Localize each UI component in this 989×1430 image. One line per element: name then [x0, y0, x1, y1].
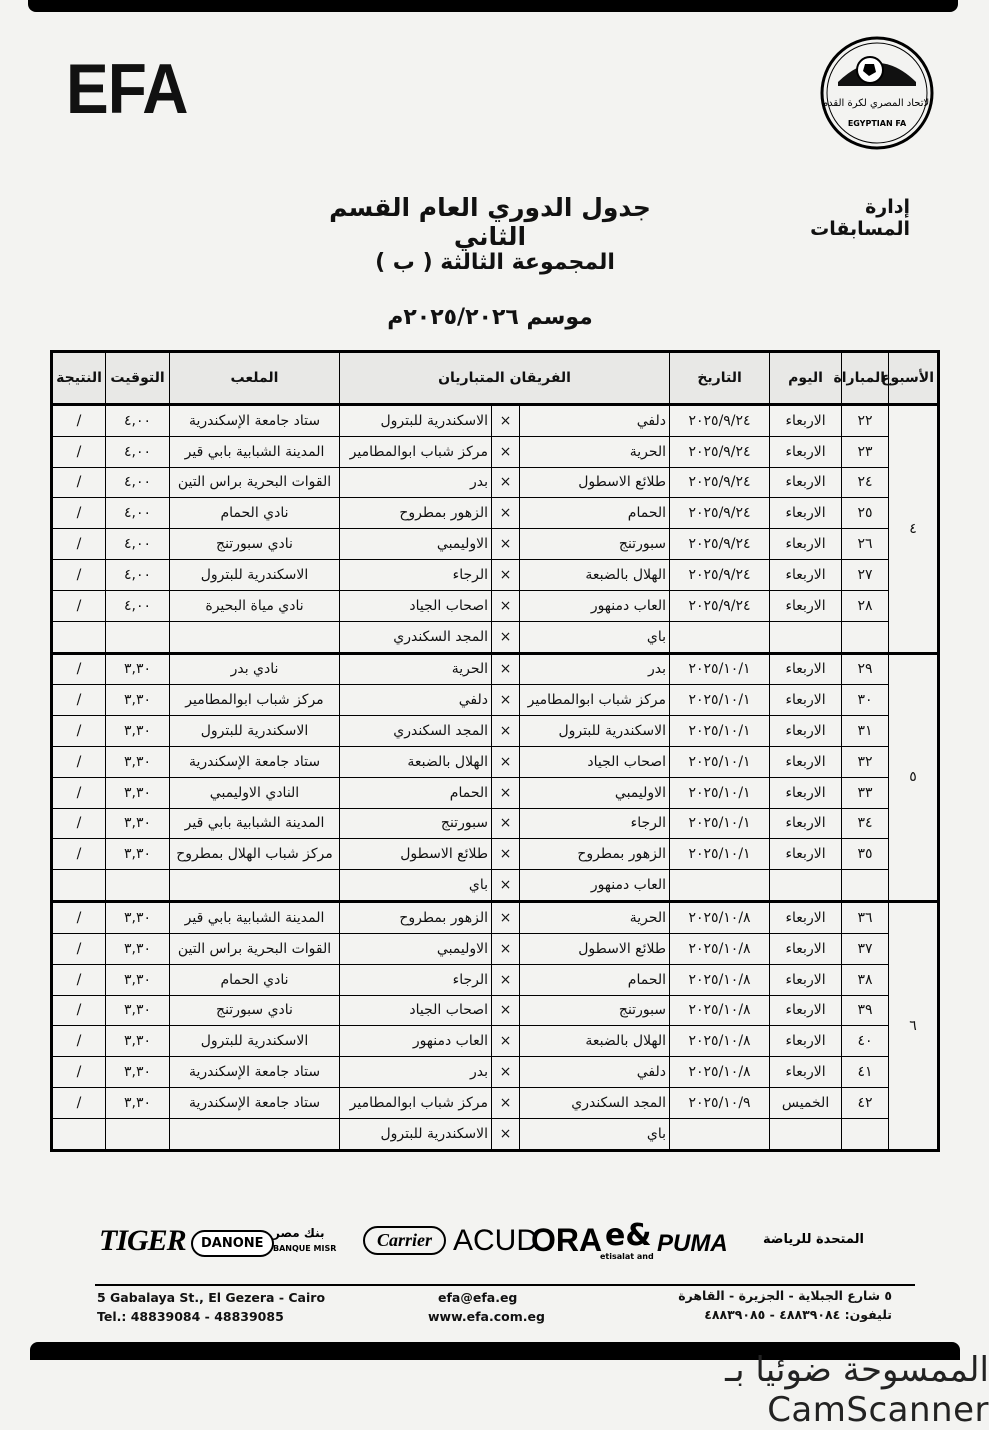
match-number: ٤٢: [842, 1087, 889, 1118]
home-team: الحرية: [520, 902, 670, 934]
sponsor-etisalat: etisalat and: [600, 1252, 654, 1261]
home-team: مركز شباب ابوالمطامير: [520, 685, 670, 716]
footer-tel-en: Tel.: 48839084 - 48839085: [97, 1309, 284, 1324]
match-time: ٣,٣٠: [106, 685, 170, 716]
group-title: المجموعة الثالثة ( ب ): [375, 250, 615, 275]
away-team: مركز شباب ابوالمطامير: [340, 1087, 492, 1118]
table-row: [52, 1087, 939, 1118]
match-number: ٤١: [842, 1057, 889, 1088]
week-number: ٦: [889, 902, 939, 1151]
sponsor-carrier: Carrier: [363, 1226, 446, 1255]
camscanner-watermark: الممسوحة ضوئيا بـ CamScanner: [725, 1350, 989, 1430]
footer-email: efa@efa.eg: [438, 1290, 518, 1305]
home-team: الهلال بالضبعة: [520, 1026, 670, 1057]
stadium: المدينة الشبابية بابي قير: [170, 436, 340, 467]
match-time-empty: [106, 1118, 170, 1150]
match-day: الاربعاء: [770, 746, 842, 777]
table-header-row: [52, 352, 939, 405]
match-number: ٢٧: [842, 559, 889, 590]
match-number: ٤٠: [842, 1026, 889, 1057]
match-time: ٣,٣٠: [106, 716, 170, 747]
stadium: القوات البحرية براس التين: [170, 467, 340, 498]
match-result: /: [52, 467, 106, 498]
match-number: ٣٣: [842, 777, 889, 808]
match-time: ٣,٣٠: [106, 653, 170, 685]
match-day: الاربعاء: [770, 777, 842, 808]
match-date: ٢٠٢٥/٩/٢٤: [670, 529, 770, 560]
match-day: الاربعاء: [770, 529, 842, 560]
col-time: التوقيت: [106, 352, 170, 405]
sponsor-ora: ORA: [531, 1222, 603, 1258]
table-row: [52, 529, 939, 560]
bye-row: [52, 870, 939, 902]
match-number: ٢٣: [842, 436, 889, 467]
match-time: ٣,٣٠: [106, 777, 170, 808]
stadium-empty: [170, 621, 340, 653]
vs-mark: ×: [492, 405, 520, 437]
table-row: [52, 559, 939, 590]
stadium: نادي مياة البحيرة: [170, 590, 340, 621]
home-team: الحمام: [520, 964, 670, 995]
week-number: ٥: [889, 653, 939, 902]
vs-mark: ×: [492, 467, 520, 498]
home-team: سبورتنج: [520, 995, 670, 1026]
match-number: ٣٦: [842, 902, 889, 934]
stadium: المدينة الشبابية بابي قير: [170, 808, 340, 839]
match-time: ٣,٣٠: [106, 964, 170, 995]
bye-home: باي: [520, 1118, 670, 1150]
home-team: دلفي: [520, 1057, 670, 1088]
away-team: الاوليمبي: [340, 529, 492, 560]
vs-mark: ×: [492, 839, 520, 870]
bye-away: المجد السكندري: [340, 621, 492, 653]
match-result: /: [52, 529, 106, 560]
match-date: ٢٠٢٥/٩/٢٤: [670, 498, 770, 529]
col-week: الأسبوع: [889, 352, 939, 405]
match-time: ٤,٠٠: [106, 590, 170, 621]
table-row: [52, 498, 939, 529]
footer-tel-ar: تليفون: ٤٨٨٣٩٠٨٤ - ٤٨٨٣٩٠٨٥: [704, 1307, 892, 1322]
match-result: /: [52, 808, 106, 839]
stadium: مركز شباب ابوالمطامير: [170, 685, 340, 716]
col-match: المباراة: [842, 352, 889, 405]
match-result: /: [52, 777, 106, 808]
emblem-english-text: EGYPTIAN FA: [847, 119, 907, 128]
match-date: ٢٠٢٥/١٠/٨: [670, 1057, 770, 1088]
away-team: الزهور بمطروح: [340, 902, 492, 934]
stadium: ستاد جامعة الإسكندرية: [170, 746, 340, 777]
match-result-empty: [52, 1118, 106, 1150]
table-row: [52, 777, 939, 808]
match-result-empty: [52, 621, 106, 653]
match-time: ٣,٣٠: [106, 1087, 170, 1118]
match-time: ٣,٣٠: [106, 839, 170, 870]
match-result: /: [52, 933, 106, 964]
sponsor-etisalat-icon: e&: [605, 1218, 652, 1253]
bye-away: باي: [340, 870, 492, 902]
stadium: النادي الاوليمبي: [170, 777, 340, 808]
vs-mark: ×: [492, 1087, 520, 1118]
away-team: الاسكندرية للبترول: [340, 405, 492, 437]
match-result: /: [52, 902, 106, 934]
match-result-empty: [52, 870, 106, 902]
vs-mark: ×: [492, 870, 520, 902]
emblem-arabic-text: الاتحاد المصري لكرة القدم: [821, 98, 933, 109]
match-number-empty: [842, 870, 889, 902]
match-time: ٤,٠٠: [106, 405, 170, 437]
match-result: /: [52, 590, 106, 621]
match-date-empty: [670, 621, 770, 653]
match-day-empty: [770, 621, 842, 653]
away-team: الرجاء: [340, 559, 492, 590]
match-time-empty: [106, 870, 170, 902]
page-title: جدول الدوري العام القسم الثاني: [329, 193, 651, 251]
stadium: نادي سبورتنج: [170, 995, 340, 1026]
match-day: الاربعاء: [770, 808, 842, 839]
stadium: ستاد جامعة الإسكندرية: [170, 1087, 340, 1118]
col-stadium: الملعب: [170, 352, 340, 405]
vs-mark: ×: [492, 808, 520, 839]
match-number: ٣٥: [842, 839, 889, 870]
match-number: ٣٨: [842, 964, 889, 995]
vs-mark: ×: [492, 653, 520, 685]
match-result: /: [52, 995, 106, 1026]
table-row: [52, 964, 939, 995]
match-date: ٢٠٢٥/١٠/١: [670, 839, 770, 870]
match-result: /: [52, 746, 106, 777]
match-number: ٣٤: [842, 808, 889, 839]
away-team: العاب دمنهور: [340, 1026, 492, 1057]
match-number: ٣١: [842, 716, 889, 747]
home-team: الاوليمبي: [520, 777, 670, 808]
stadium: الاسكندرية للبترول: [170, 716, 340, 747]
footer-address-ar: ٥ شارع الجبلاية - الجزيرة - القاهرة: [678, 1288, 892, 1303]
away-team: الهلال بالضبعة: [340, 746, 492, 777]
match-day: الاربعاء: [770, 590, 842, 621]
match-day-empty: [770, 1118, 842, 1150]
match-day: الاربعاء: [770, 1057, 842, 1088]
match-result: /: [52, 436, 106, 467]
vs-mark: ×: [492, 777, 520, 808]
match-number: ٣٠: [842, 685, 889, 716]
week-number: ٤: [889, 405, 939, 654]
vs-mark: ×: [492, 1026, 520, 1057]
match-date: ٢٠٢٥/٩/٢٤: [670, 559, 770, 590]
match-day: الاربعاء: [770, 559, 842, 590]
match-number: ٣٧: [842, 933, 889, 964]
match-time: ٣,٣٠: [106, 902, 170, 934]
table-row: [52, 839, 939, 870]
footer-website: www.efa.com.eg: [428, 1309, 545, 1324]
table-row: [52, 467, 939, 498]
table-row: [52, 933, 939, 964]
stadium: القوات البحرية براس التين: [170, 933, 340, 964]
bye-row: [52, 1118, 939, 1150]
col-result: النتيجة: [52, 352, 106, 405]
away-team: الحمام: [340, 777, 492, 808]
away-team: دلفي: [340, 685, 492, 716]
vs-mark: ×: [492, 1118, 520, 1150]
home-team: دلفي: [520, 405, 670, 437]
match-date: ٢٠٢٥/١٠/٨: [670, 933, 770, 964]
vs-mark: ×: [492, 995, 520, 1026]
match-time: ٤,٠٠: [106, 498, 170, 529]
match-date-empty: [670, 870, 770, 902]
stadium: ستاد جامعة الإسكندرية: [170, 1057, 340, 1088]
match-time: ٤,٠٠: [106, 436, 170, 467]
home-team: بدر: [520, 653, 670, 685]
match-number-empty: [842, 621, 889, 653]
match-date: ٢٠٢٥/١٠/١: [670, 653, 770, 685]
table-row: [52, 685, 939, 716]
home-team: الزهور بمطروح: [520, 839, 670, 870]
table-row: [52, 902, 939, 934]
table-row: [52, 590, 939, 621]
stadium: نادي سبورتنج: [170, 529, 340, 560]
home-team: العاب دمنهور: [520, 590, 670, 621]
table-row: [52, 746, 939, 777]
vs-mark: ×: [492, 933, 520, 964]
away-team: الحرية: [340, 653, 492, 685]
match-result: /: [52, 716, 106, 747]
table-row: [52, 653, 939, 685]
match-time: ٣,٣٠: [106, 1057, 170, 1088]
home-team: طلائع الاسطول: [520, 933, 670, 964]
efa-logo: EFA: [66, 49, 188, 129]
stadium: مركز شباب الهلال بمطروح: [170, 839, 340, 870]
sponsor-danone: DANONE: [191, 1230, 274, 1257]
match-day: الاربعاء: [770, 685, 842, 716]
match-time: ٣,٣٠: [106, 995, 170, 1026]
bye-home: العاب دمنهور: [520, 870, 670, 902]
away-team: بدر: [340, 1057, 492, 1088]
match-day: الاربعاء: [770, 839, 842, 870]
table-row: [52, 1026, 939, 1057]
match-day: الاربعاء: [770, 653, 842, 685]
sponsor-acud: ACUD: [453, 1224, 539, 1257]
col-teams: الفريقان المتباريان: [340, 352, 670, 405]
away-team: الاوليمبي: [340, 933, 492, 964]
footer-divider: [95, 1284, 915, 1286]
vs-mark: ×: [492, 685, 520, 716]
match-date: ٢٠٢٥/١٠/١: [670, 777, 770, 808]
table-row: [52, 995, 939, 1026]
match-date: ٢٠٢٥/١٠/٨: [670, 1026, 770, 1057]
match-result: /: [52, 559, 106, 590]
match-date-empty: [670, 1118, 770, 1150]
home-team: اصحاب الجياد: [520, 746, 670, 777]
stadium: ستاد جامعة الإسكندرية: [170, 405, 340, 437]
egyptian-fa-emblem-icon: [818, 34, 936, 152]
match-result: /: [52, 1026, 106, 1057]
away-team: المجد السكندري: [340, 716, 492, 747]
col-date: التاريخ: [670, 352, 770, 405]
match-number-empty: [842, 1118, 889, 1150]
match-day: الاربعاء: [770, 498, 842, 529]
match-date: ٢٠٢٥/٩/٢٤: [670, 405, 770, 437]
match-time-empty: [106, 621, 170, 653]
match-date: ٢٠٢٥/٩/٢٤: [670, 436, 770, 467]
match-number: ٢٩: [842, 653, 889, 685]
away-team: بدر: [340, 467, 492, 498]
vs-mark: ×: [492, 529, 520, 560]
match-day: الاربعاء: [770, 933, 842, 964]
stadium: الاسكندرية للبترول: [170, 559, 340, 590]
away-team: مركز شباب ابوالمطامير: [340, 436, 492, 467]
home-team: طلائع الاسطول: [520, 467, 670, 498]
match-day: الاربعاء: [770, 964, 842, 995]
match-number: ٢٦: [842, 529, 889, 560]
match-day: الاربعاء: [770, 436, 842, 467]
match-number: ٣٩: [842, 995, 889, 1026]
sponsor-logos: [95, 1218, 905, 1278]
sponsor-banque-misr-ar: بنك مصر: [273, 1226, 325, 1240]
match-time: ٣,٣٠: [106, 746, 170, 777]
footer-address-en: 5 Gabalaya St., El Gezera - Cairo: [97, 1290, 326, 1305]
match-number: ٢٤: [842, 467, 889, 498]
top-border-bar: [28, 0, 958, 12]
match-result: /: [52, 839, 106, 870]
stadium: نادي بدر: [170, 653, 340, 685]
sponsor-puma: PUMA: [657, 1230, 728, 1257]
match-date: ٢٠٢٥/١٠/١: [670, 716, 770, 747]
match-number: ٢٥: [842, 498, 889, 529]
away-team: طلائع الاسطول: [340, 839, 492, 870]
match-day: الاربعاء: [770, 467, 842, 498]
match-date: ٢٠٢٥/١٠/٨: [670, 964, 770, 995]
col-day: اليوم: [770, 352, 842, 405]
match-date: ٢٠٢٥/٩/٢٤: [670, 590, 770, 621]
sponsor-banque-misr: BANQUE MISR: [273, 1244, 337, 1253]
away-team: الرجاء: [340, 964, 492, 995]
vs-mark: ×: [492, 559, 520, 590]
home-team: الحرية: [520, 436, 670, 467]
match-result: /: [52, 685, 106, 716]
match-result: /: [52, 405, 106, 437]
schedule-table: [50, 350, 940, 1152]
match-day-empty: [770, 870, 842, 902]
match-time: ٤,٠٠: [106, 467, 170, 498]
table-row: [52, 405, 939, 437]
match-day: الاربعاء: [770, 902, 842, 934]
match-date: ٢٠٢٥/١٠/١: [670, 808, 770, 839]
match-result: /: [52, 498, 106, 529]
stadium: الاسكندرية للبترول: [170, 1026, 340, 1057]
match-date: ٢٠٢٥/١٠/١: [670, 685, 770, 716]
match-result: /: [52, 653, 106, 685]
match-day: الاربعاء: [770, 405, 842, 437]
match-date: ٢٠٢٥/١٠/٨: [670, 995, 770, 1026]
match-day: الاربعاء: [770, 1026, 842, 1057]
home-team: الهلال بالضبعة: [520, 559, 670, 590]
match-result: /: [52, 964, 106, 995]
match-day: الخميس: [770, 1087, 842, 1118]
vs-mark: ×: [492, 964, 520, 995]
home-team: المجد السكندري: [520, 1087, 670, 1118]
vs-mark: ×: [492, 746, 520, 777]
match-number: ٣٢: [842, 746, 889, 777]
away-team: اصحاب الجياد: [340, 995, 492, 1026]
vs-mark: ×: [492, 436, 520, 467]
stadium: نادي الحمام: [170, 498, 340, 529]
match-date: ٢٠٢٥/١٠/٩: [670, 1087, 770, 1118]
vs-mark: ×: [492, 498, 520, 529]
sponsor-united-sports: المتحدة للرياضة: [763, 1232, 864, 1247]
match-time: ٣,٣٠: [106, 808, 170, 839]
match-day: الاربعاء: [770, 716, 842, 747]
vs-mark: ×: [492, 902, 520, 934]
bye-row: [52, 621, 939, 653]
away-team: سبورتنج: [340, 808, 492, 839]
match-time: ٤,٠٠: [106, 529, 170, 560]
vs-mark: ×: [492, 621, 520, 653]
home-team: الرجاء: [520, 808, 670, 839]
match-time: ٣,٣٠: [106, 1026, 170, 1057]
match-number: ٢٨: [842, 590, 889, 621]
home-team: الحمام: [520, 498, 670, 529]
vs-mark: ×: [492, 716, 520, 747]
table-row: [52, 1057, 939, 1088]
department-label: إدارة المسابقات: [810, 196, 910, 240]
match-number: ٢٢: [842, 405, 889, 437]
match-time: ٤,٠٠: [106, 559, 170, 590]
vs-mark: ×: [492, 590, 520, 621]
match-date: ٢٠٢٥/١٠/٨: [670, 902, 770, 934]
stadium-empty: [170, 1118, 340, 1150]
stadium: المدينة الشبابية بابي قير: [170, 902, 340, 934]
sponsor-tiger: TIGER: [99, 1224, 186, 1257]
season-title: موسم ٢٠٢٥/٢٠٢٦م: [387, 305, 593, 330]
away-team: الزهور بمطروح: [340, 498, 492, 529]
table-row: [52, 716, 939, 747]
away-team: اصحاب الجياد: [340, 590, 492, 621]
match-time: ٣,٣٠: [106, 933, 170, 964]
match-date: ٢٠٢٥/١٠/١: [670, 746, 770, 777]
home-team: سبورتنج: [520, 529, 670, 560]
match-day: الاربعاء: [770, 995, 842, 1026]
table-row: [52, 808, 939, 839]
match-date: ٢٠٢٥/٩/٢٤: [670, 467, 770, 498]
match-result: /: [52, 1057, 106, 1088]
bye-away: الاسكندرية للبترول: [340, 1118, 492, 1150]
match-result: /: [52, 1087, 106, 1118]
stadium: نادي الحمام: [170, 964, 340, 995]
vs-mark: ×: [492, 1057, 520, 1088]
stadium-empty: [170, 870, 340, 902]
home-team: الاسكندرية للبترول: [520, 716, 670, 747]
table-row: [52, 436, 939, 467]
bye-home: باي: [520, 621, 670, 653]
